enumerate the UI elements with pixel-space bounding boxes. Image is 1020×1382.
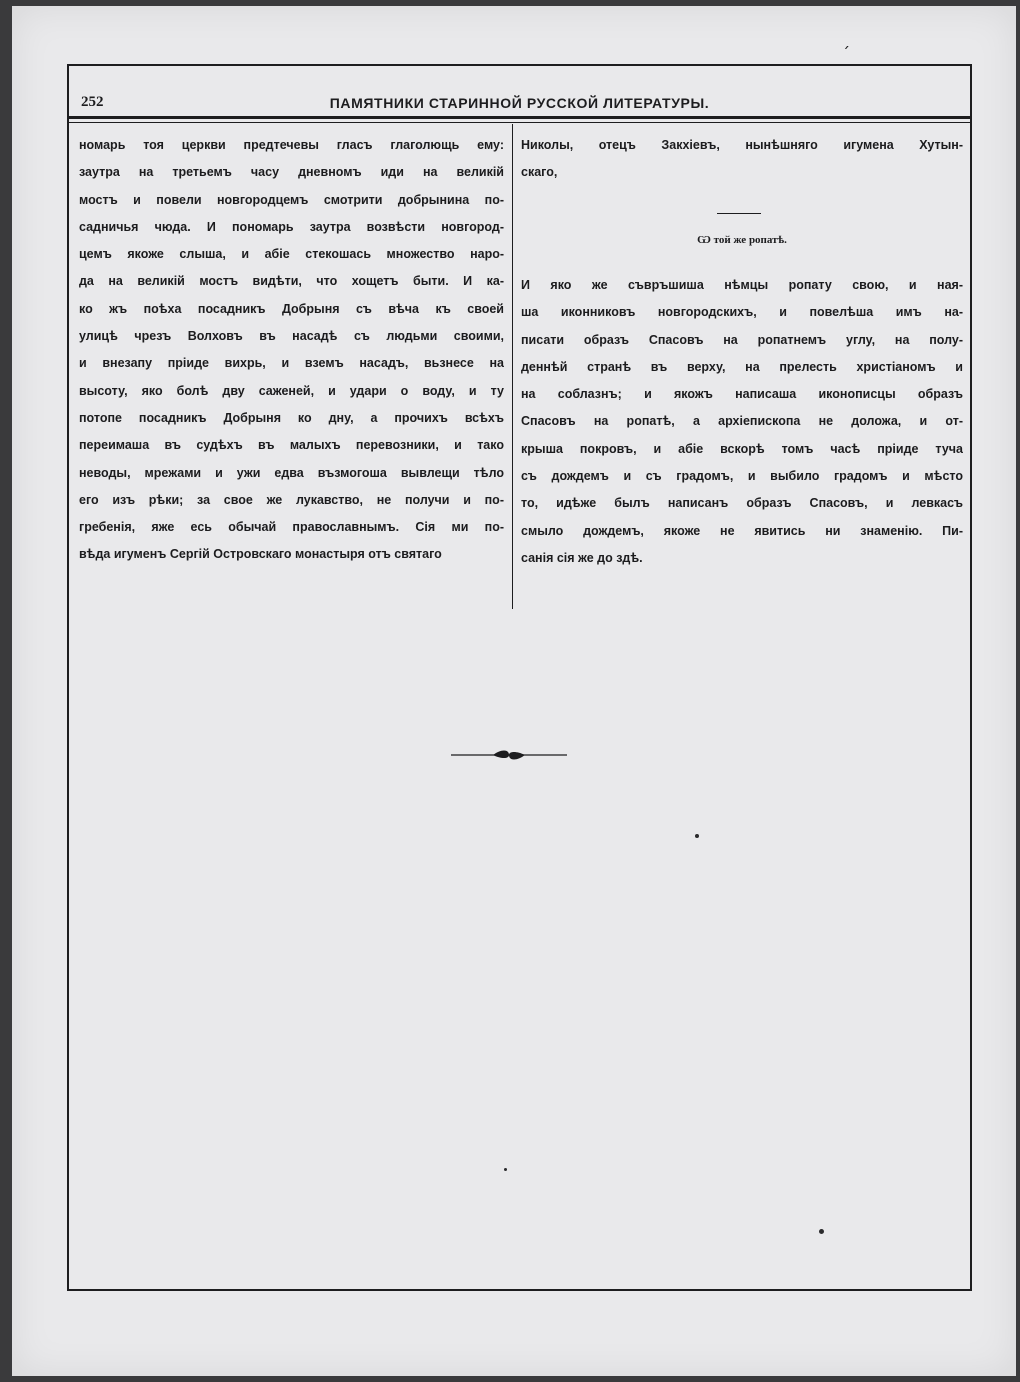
header-rule-thick (69, 116, 970, 119)
page-number: 252 (81, 94, 104, 110)
text-line: и внезапу пріиде вихрь, и вземъ насадъ, вьзнесе на (79, 356, 504, 371)
pencil-mark: ˏ (842, 30, 850, 49)
text-line: скаго, (521, 165, 558, 180)
text-line: мостъ и повели новгородцемъ смотрити добрынина по- (79, 192, 504, 207)
text-line: смыло дождемъ, якоже не явитись ни знаменію. Пи- (521, 523, 963, 538)
left-column (79, 132, 504, 569)
stray-dot (504, 1168, 507, 1171)
text-line: да на великій мостъ видѣти, что хощетъ быти. И ка- (79, 274, 504, 289)
end-ornament (451, 748, 567, 762)
text-line: то, идѣже былъ написанъ образъ Спасовъ, и левкасъ (521, 496, 963, 511)
text-line: садничья чюда. И пономарь заутра возвѣсти новгород- (79, 219, 504, 234)
column-divider (512, 124, 513, 609)
page-header (69, 66, 970, 120)
text-line: крыша покровъ, и абіе вскорѣ томъ часѣ пріиде туча (521, 441, 963, 456)
right-column-body (521, 272, 963, 572)
text-line: высоту, яко болѣ дву саженей, и удари о воду, и ту (79, 383, 504, 398)
stray-dot (819, 1229, 824, 1234)
text-line: санія сія же до здѣ. (521, 550, 643, 565)
text-line: переимаша въ судѣхъ въ малыхъ перевозники, и тако (79, 438, 504, 453)
text-line: потопе посадникъ Добрыня ко дну, а прочихъ всѣхъ (79, 410, 504, 425)
text-line: на соблазнъ; и якожъ написаша иконописцы образъ (521, 387, 963, 402)
stray-dot (695, 834, 699, 838)
text-line: деннѣй странѣ въ верху, на прелесть христіаномъ и (521, 359, 963, 374)
right-column-top (521, 132, 963, 187)
text-line: улицѣ чрезъ Волховъ въ насадѣ съ людьми своими, (79, 329, 504, 344)
text-line: неводы, мрежами и ужи едва възмогоша вывлещи тѣло (79, 465, 504, 480)
text-line: его изъ рѣки; за свое же лукавство, не получи и по- (79, 492, 504, 507)
text-line: съ дождемъ и съ градомъ, и выбило градомъ и мѣсто (521, 469, 963, 484)
text-line: И яко же съвръшиша нѣмцы ропату свою, и ная- (521, 278, 963, 292)
section-heading: Ѡ той же ропатѣ. (697, 234, 787, 246)
header-rule-thin (69, 122, 970, 123)
text-line: номарь тоя церкви предтечевы гласъ глаголющь ему: (79, 138, 504, 152)
text-line: цемъ якоже слыша, и абіе стекошась множество наро- (79, 247, 504, 262)
book-page (12, 6, 1016, 1376)
text-line: Спасовъ на ропатѣ, а архіепископа не доложа, и от- (521, 414, 963, 429)
text-line: гребенія, яже есь обычай православнымъ. Сія ми по- (79, 520, 504, 535)
text-frame (67, 64, 972, 1291)
text-line: ко жъ поѣха посадникъ Добрыня съ вѣча къ своей (79, 301, 504, 316)
text-line: Николы, отецъ Закхіевъ, нынѣшняго игумена Хутын- (521, 138, 963, 152)
text-line: заутра на третьемъ часу дневномъ иди на великій (79, 165, 504, 180)
text-line: вѣда игуменъ Сергій Островскаго монастыря отъ святаго (79, 547, 442, 562)
running-title: ПАМЯТНИКИ СТАРИННОЙ РУССКОЙ ЛИТЕРАТУРЫ. (329, 95, 710, 111)
section-separator (717, 213, 761, 214)
text-line: ша иконниковъ новгородскихъ, и повелѣша имъ на- (521, 305, 963, 320)
text-line: писати образъ Спасовъ на ропатнемъ углу, на полу- (521, 332, 963, 347)
